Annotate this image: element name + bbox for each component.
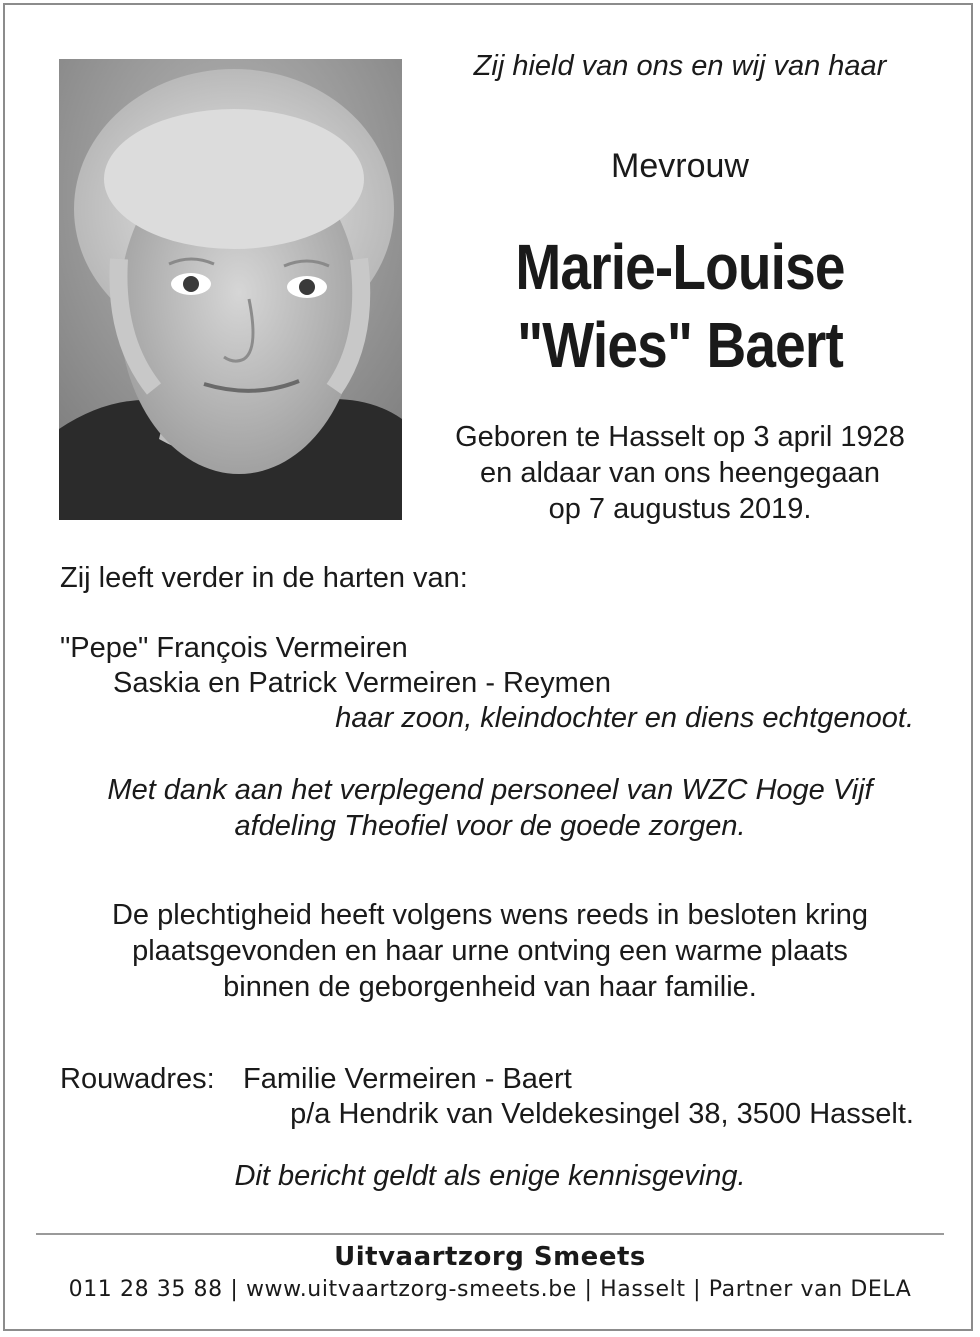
thanks-line-2: afdeling Theofiel voor de goede zorgen. [234,810,746,842]
born-line-1: Geboren te Hasselt op 3 april 1928 [455,421,905,453]
portrait-image [59,59,402,520]
footer-divider [36,1233,944,1235]
honorific: Mevrouw [611,147,749,185]
ceremony-text [40,897,940,1005]
name-line-1: Marie-Louise [515,231,845,303]
address-line-1: Familie Vermeiren - Baert [243,1063,572,1095]
funeral-home-info: 011 28 35 88 | www.uitvaartzorg-smeets.be | Hasselt | Partner van DELA [68,1277,912,1302]
family-son: "Pepe" François Vermeiren [60,632,408,664]
ceremony-line-1: De plechtigheid heeft volgens wens reeds in besloten kring [111,899,869,931]
motto: Zij hield van ons en wij van haar [473,50,887,82]
ceremony-line-2: plaatsgevonden en haar urne ontving een warme plaats [132,935,848,967]
portrait-photo [59,59,402,520]
born-line-3: op 7 augustus 2019. [548,493,812,525]
funeral-home-name: Uitvaartzorg Smeets [334,1242,646,1272]
name-line-2: "Wies" Baert [517,309,843,382]
notice-text: Dit bericht geldt als enige kennisgeving. [234,1160,746,1192]
address-label: Rouwadres: [60,1063,215,1095]
family-grandchild: Saskia en Patrick Vermeiren - Reymen [113,667,612,699]
thanks-text [40,772,940,844]
hearts-intro: Zij leeft verder in de harten van: [60,562,468,594]
born-line-2: en aldaar van ons heengegaan [480,457,880,489]
ceremony-line-3: binnen de geborgenheid van haar familie. [223,971,757,1003]
thanks-line-1: Met dank aan het verplegend personeel van WZC Hoge Vijf [107,774,873,806]
birth-death-info [420,419,940,527]
family-relation: haar zoon, kleindochter en diens echtgenoot. [335,702,914,734]
deceased-name [456,228,903,384]
address-line-2: p/a Hendrik van Veldekesingel 38, 3500 Hasselt. [290,1098,914,1130]
